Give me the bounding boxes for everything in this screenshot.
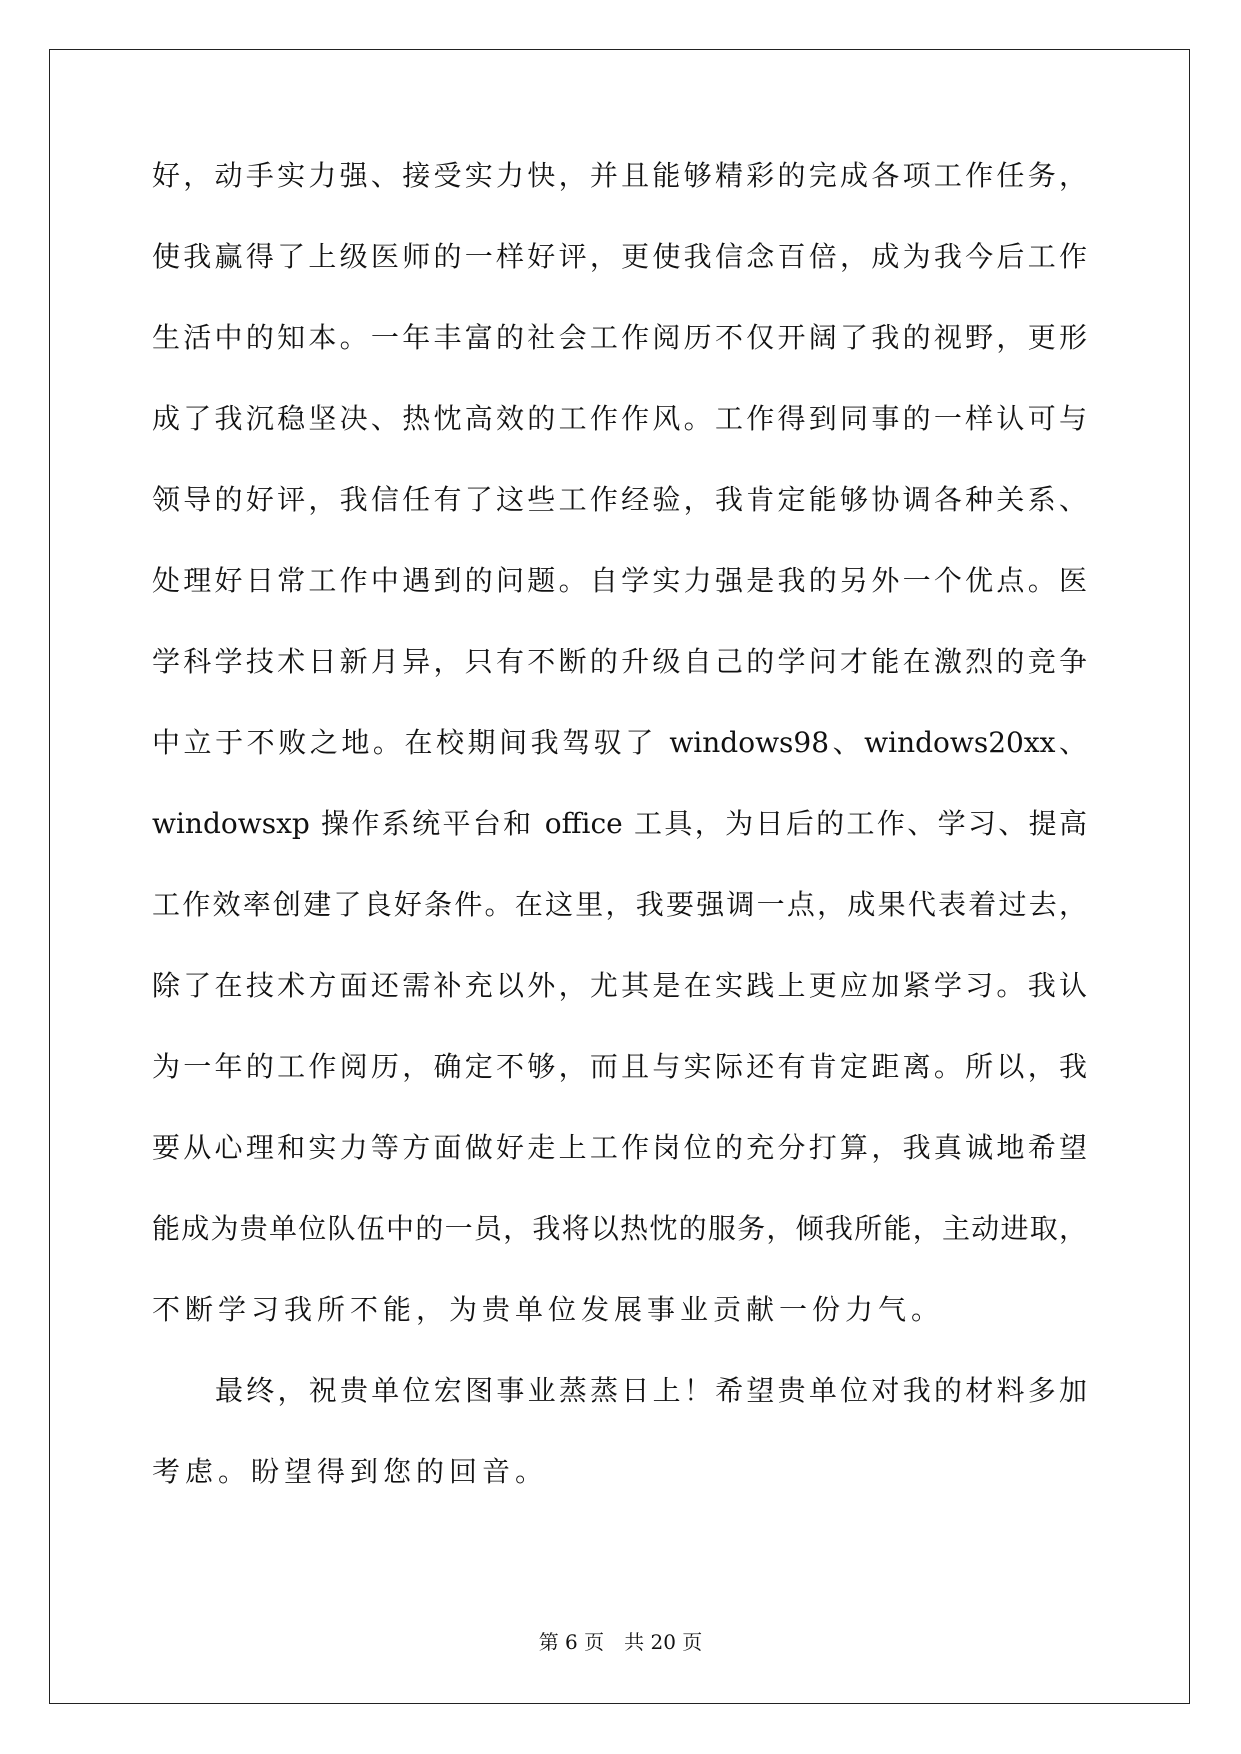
text-line: 处理好日常工作中遇到的问题。自学实力强是我的另外一个优点。医 (152, 564, 1087, 597)
text-line: 生活中的知本。一年丰富的社会工作阅历不仅开阔了我的视野，更形 (152, 321, 1087, 354)
text-line: 学科学技术日新月异，只有不断的升级自己的学问才能在激烈的竞争 (152, 645, 1087, 678)
text-line: 领导的好评，我信任有了这些工作经验，我肯定能够协调各种关系、 (152, 483, 1087, 516)
text-line: 要从心理和实力等方面做好走上工作岗位的充分打算，我真诚地希望 (152, 1131, 1087, 1164)
page-footer (0, 1630, 1241, 1654)
text-line: windowsxp 操作系统平台和 office 工具，为日后的工作、学习、提高 (152, 807, 1087, 840)
text-line: 好，动手实力强、接受实力快，并且能够精彩的完成各项工作任务， (152, 159, 1087, 192)
text-line: 考虑。盼望得到您的回音。 (152, 1455, 549, 1488)
page-number: 第 6 页 (538, 1630, 605, 1654)
paragraph-start-line: 最终，祝贵单位宏图事业蒸蒸日上！希望贵单位对我的材料多加 (215, 1374, 1087, 1407)
page-total: 共 20 页 (624, 1630, 703, 1654)
text-line: 能成为贵单位队伍中的一员，我将以热忱的服务，倾我所能，主动进取， (152, 1212, 1087, 1245)
text-line: 中立于不败之地。在校期间我驾驭了 windows98、windows20xx、 (152, 726, 1087, 759)
text-line: 成了我沉稳坚决、热忱高效的工作作风。工作得到同事的一样认可与 (152, 402, 1087, 435)
letter-body (152, 158, 1087, 1535)
text-line: 为一年的工作阅历，确定不够，而且与实际还有肯定距离。所以，我 (152, 1050, 1087, 1083)
text-line: 使我赢得了上级医师的一样好评，更使我信念百倍，成为我今后工作 (152, 240, 1087, 273)
text-line: 不断学习我所不能，为贵单位发展事业贡献一份力气。 (152, 1293, 945, 1326)
text-line: 工作效率创建了良好条件。在这里，我要强调一点，成果代表着过去， (152, 888, 1087, 921)
text-line: 除了在技术方面还需补充以外，尤其是在实践上更应加紧学习。我认 (152, 969, 1087, 1002)
